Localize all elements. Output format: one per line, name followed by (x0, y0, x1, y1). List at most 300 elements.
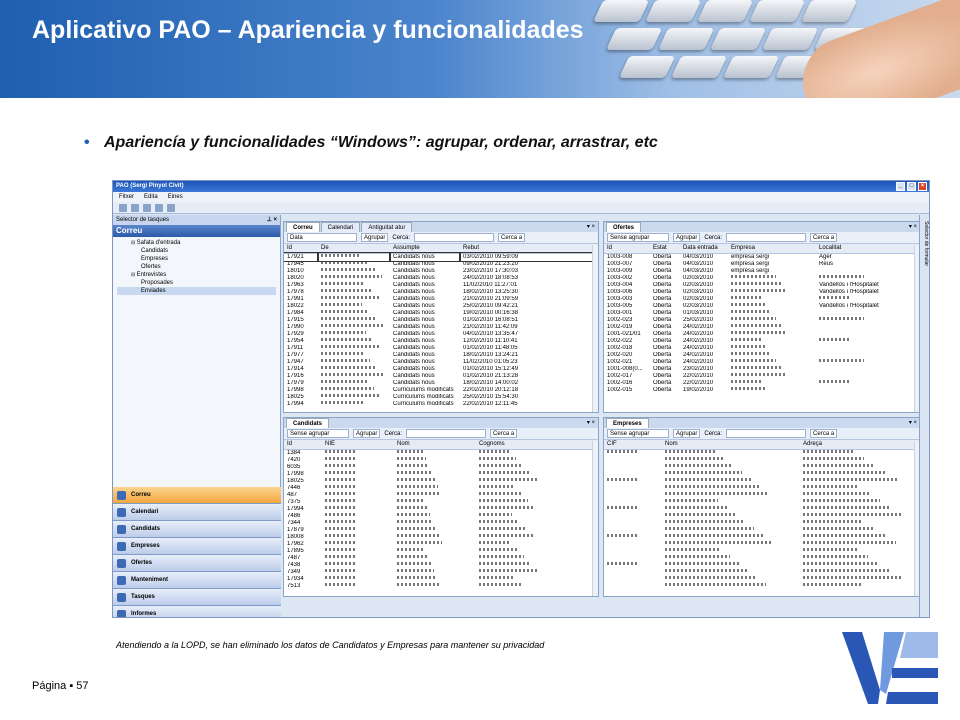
column-header[interactable]: NIE (322, 440, 394, 449)
table-cell: 1002-019 (607, 323, 633, 330)
manteniment-icon (117, 576, 126, 585)
table-row[interactable] (284, 464, 598, 471)
table-cell (476, 492, 598, 499)
table-row[interactable] (604, 268, 920, 275)
table-row[interactable] (284, 380, 598, 387)
column-header[interactable]: Nom (394, 440, 476, 449)
table-cell (604, 555, 662, 562)
tree-item[interactable]: Proposades (141, 280, 174, 286)
redacted-text (397, 583, 440, 586)
table-cell (318, 296, 390, 303)
redacted-text (325, 555, 355, 558)
redacted-text (479, 492, 521, 495)
table-row[interactable] (284, 282, 598, 289)
table-cell: 17998 (287, 470, 304, 477)
table-cell (662, 534, 800, 541)
group-select[interactable]: Sense agrupar (607, 429, 669, 438)
table-row[interactable] (604, 541, 920, 548)
table-cell (816, 310, 920, 317)
table-row[interactable] (604, 576, 920, 583)
table-cell: 7486 (287, 512, 301, 519)
redacted-text (819, 338, 849, 341)
scrollbar[interactable] (592, 441, 598, 596)
table-cell (662, 464, 800, 471)
nav-button-ofertes[interactable] (113, 555, 281, 572)
table-cell: 01/02/2010 21:13:28 (463, 372, 519, 379)
table-row[interactable] (284, 275, 598, 282)
table-row[interactable] (284, 345, 598, 352)
table-row[interactable] (284, 471, 598, 478)
minimize-icon[interactable]: _ (896, 182, 905, 191)
table-cell: Candidats nous (393, 267, 435, 274)
print-icon[interactable] (143, 204, 151, 212)
table-cell: Oberta (653, 337, 672, 344)
table-row[interactable] (604, 457, 920, 464)
table-cell (322, 464, 394, 471)
nav-button-manteniment[interactable] (113, 572, 281, 589)
table-cell: 1003-003 (607, 295, 633, 302)
table-cell: 18/02/2010 13:24:21 (463, 351, 519, 358)
table-cell (394, 457, 476, 464)
table-row[interactable] (604, 366, 920, 373)
redacted-text (803, 576, 901, 579)
column-header[interactable]: Empresa (728, 244, 816, 253)
table-cell: 22/02/2010 (683, 379, 714, 386)
table-cell: 7446 (287, 484, 301, 491)
group-button[interactable]: Agrupar (353, 429, 380, 438)
table-row[interactable] (284, 317, 598, 324)
table-row[interactable] (604, 373, 920, 380)
table-row[interactable] (284, 449, 598, 457)
column-header[interactable]: Assumpte (390, 244, 460, 253)
table-cell (322, 485, 394, 492)
table-cell (322, 449, 394, 457)
redacted-text (665, 534, 763, 537)
table-row[interactable] (284, 492, 598, 499)
table-cell (318, 324, 390, 331)
column-header[interactable]: Adreça (800, 440, 920, 449)
table-cell: Curriculums modificats (393, 400, 454, 407)
table-cell (728, 303, 816, 310)
redacted-text (665, 506, 727, 509)
table-cell: 17929 (287, 330, 304, 337)
table-row[interactable] (604, 282, 920, 289)
table-cell (604, 548, 662, 555)
column-header[interactable]: Localitat (816, 244, 920, 253)
table-cell: 18008 (287, 533, 304, 540)
table-row[interactable] (284, 289, 598, 296)
tab-ofertes[interactable]: Ofertes (606, 222, 641, 232)
table-cell (816, 338, 920, 345)
header-banner (0, 0, 960, 98)
table-row[interactable] (604, 555, 920, 562)
table-row[interactable] (284, 373, 598, 380)
tab-antiguitat[interactable]: Antiguitat atur (361, 222, 412, 232)
table-cell: Oberta (653, 267, 672, 274)
table-row[interactable] (604, 471, 920, 478)
table-row[interactable] (284, 527, 598, 534)
redacted-text (321, 289, 372, 292)
table-cell (318, 380, 390, 387)
menu-eines[interactable]: Eines (167, 194, 183, 200)
table-cell (318, 303, 390, 310)
table-row[interactable] (604, 253, 920, 261)
redacted-text (731, 359, 776, 362)
table-row[interactable] (284, 499, 598, 506)
table-row[interactable] (284, 520, 598, 527)
table-row[interactable] (284, 338, 598, 345)
redacted-text (479, 541, 510, 544)
table-row[interactable] (604, 485, 920, 492)
table-cell (604, 541, 662, 548)
column-header[interactable]: Nom (662, 440, 800, 449)
redacted-text (819, 317, 864, 320)
table-row[interactable] (604, 387, 920, 394)
table-row[interactable] (604, 289, 920, 296)
table-cell (728, 317, 816, 324)
table-cell (394, 569, 476, 576)
table-cell: Oberta (653, 386, 672, 393)
group-button[interactable]: Agrupar (361, 233, 388, 242)
table-cell: Candidats nous (393, 344, 435, 351)
table-row[interactable] (604, 506, 920, 513)
table-cell: Oberta (653, 323, 672, 330)
table-cell: 22/02/2010 20:12:18 (463, 386, 519, 393)
pin-icon[interactable]: ⊥ × (266, 217, 277, 223)
table-row[interactable] (284, 261, 598, 268)
table-cell (800, 548, 920, 555)
column-header[interactable]: Id (604, 244, 650, 253)
column-header[interactable]: Id (284, 244, 318, 253)
table-cell (322, 492, 394, 499)
table-cell (322, 555, 394, 562)
informes-icon (117, 610, 126, 618)
table-row[interactable] (284, 253, 598, 261)
search-in-button[interactable]: Cerca a (810, 429, 837, 438)
tree-item[interactable]: ⊟ Entrevistes (117, 271, 276, 279)
table-row[interactable] (284, 534, 598, 541)
table-cell: 25/02/2010 (683, 316, 714, 323)
table-row[interactable] (604, 548, 920, 555)
table-cell (476, 555, 598, 562)
redacted-text (321, 296, 379, 299)
table-cell (662, 548, 800, 555)
group-select[interactable]: Sense agrupar (287, 429, 349, 438)
table-cell (318, 401, 390, 408)
column-header[interactable]: CIF (604, 440, 662, 449)
menu-edita[interactable]: Edita (144, 194, 158, 200)
table-cell: 19/02/2010 00:16:38 (463, 309, 519, 316)
table-cell: empresa sergi (731, 267, 770, 274)
table-row[interactable] (284, 394, 598, 401)
group-button[interactable]: Agrupar (673, 429, 700, 438)
search-input[interactable] (406, 429, 486, 438)
table-row[interactable] (284, 478, 598, 485)
table-cell (394, 576, 476, 583)
table-cell (604, 534, 662, 541)
table-cell: 22/02/2010 12:11:45 (463, 400, 518, 407)
table-cell: 11/02/2010 01:05:23 (463, 358, 518, 365)
table-row[interactable] (284, 310, 598, 317)
tree-item[interactable]: Empreses (141, 256, 169, 262)
redacted-text (731, 282, 781, 285)
table-cell (394, 449, 476, 457)
table-row[interactable] (284, 485, 598, 492)
table-cell (800, 478, 920, 485)
table-row[interactable] (284, 569, 598, 576)
table-cell (728, 380, 816, 387)
nav-button-candidats[interactable] (113, 521, 281, 538)
table-row[interactable] (604, 449, 920, 457)
table-cell: Oberta (653, 274, 672, 281)
table-cell: 17990 (287, 323, 304, 330)
table-cell (816, 352, 920, 359)
redacted-text (479, 506, 535, 509)
redacted-text (397, 492, 441, 495)
table-cell: 04/03/2010 (683, 260, 714, 267)
table-row[interactable] (604, 303, 920, 310)
close-icon[interactable]: × (918, 182, 927, 191)
table-cell (728, 359, 816, 366)
table-row[interactable] (284, 324, 598, 331)
nav-button-tasques[interactable] (113, 589, 281, 606)
right-dock[interactable] (919, 215, 929, 617)
table-cell: 17998 (287, 386, 304, 393)
table-row[interactable] (284, 548, 598, 555)
table-row[interactable] (604, 359, 920, 366)
column-header[interactable]: Id (284, 440, 322, 449)
group-select[interactable]: Sense agrupar (607, 233, 669, 242)
table-row[interactable] (284, 506, 598, 513)
table-row[interactable] (284, 401, 598, 408)
correu-table (284, 244, 598, 408)
search-input[interactable] (414, 233, 494, 242)
table-cell: 11/02/2010 11:27:01 (463, 281, 518, 288)
column-header[interactable]: De (318, 244, 390, 253)
redacted-text (803, 457, 864, 460)
table-row[interactable] (284, 541, 598, 548)
delete-icon[interactable] (131, 204, 139, 212)
redacted-text (665, 478, 751, 481)
table-cell: Candidats nous (393, 274, 435, 281)
redacted-text (803, 527, 874, 530)
redacted-text (731, 317, 776, 320)
redacted-text (321, 317, 376, 320)
table-cell: 18022 (287, 302, 304, 309)
table-row[interactable] (604, 583, 920, 590)
table-cell (476, 562, 598, 569)
table-cell (476, 471, 598, 478)
table-cell: 17994 (287, 505, 304, 512)
nav-button-correu[interactable] (113, 487, 281, 504)
menu-fitxer[interactable]: Fitxer (119, 194, 134, 200)
table-cell (662, 562, 800, 569)
redacted-text (397, 534, 439, 537)
table-cell (322, 499, 394, 506)
table-cell (476, 527, 598, 534)
table-row[interactable] (604, 317, 920, 324)
tree-item[interactable]: Ofertes (141, 264, 161, 270)
table-row[interactable] (284, 583, 598, 590)
table-cell (800, 457, 920, 464)
table-row[interactable] (604, 352, 920, 359)
table-cell: Oberta (653, 316, 672, 323)
table-row[interactable] (284, 303, 598, 310)
app-screenshot (112, 180, 930, 618)
redacted-text (803, 450, 853, 453)
table-row[interactable] (284, 352, 598, 359)
table-row[interactable] (604, 478, 920, 485)
table-cell (800, 506, 920, 513)
table-row[interactable] (604, 310, 920, 317)
table-row[interactable] (284, 555, 598, 562)
table-row[interactable] (604, 513, 920, 520)
table-cell (604, 449, 662, 457)
redacted-text (731, 380, 761, 383)
table-row[interactable] (604, 338, 920, 345)
table-cell: Oberta (653, 379, 672, 386)
scrollbar[interactable] (592, 245, 598, 412)
table-cell (322, 576, 394, 583)
table-row[interactable] (284, 296, 598, 303)
search-in-button[interactable]: Cerca a (490, 429, 517, 438)
redacted-text (397, 457, 426, 460)
tab-correu[interactable]: Correu (286, 222, 320, 232)
table-row[interactable] (284, 513, 598, 520)
table-cell (394, 534, 476, 541)
redacted-text (321, 394, 381, 397)
table-row[interactable] (604, 331, 920, 338)
table-row[interactable] (284, 331, 598, 338)
tree-item[interactable]: Candidats (141, 248, 169, 254)
redacted-text (325, 492, 355, 495)
table-row[interactable] (604, 492, 920, 499)
table-cell: Curriculums modificats (393, 393, 454, 400)
table-cell (800, 555, 920, 562)
table-row[interactable] (604, 569, 920, 576)
table-cell (604, 471, 662, 478)
table-cell: 24/02/2010 (683, 323, 714, 330)
table-row[interactable] (284, 366, 598, 373)
table-cell: 01/02/2010 16:08:51 (463, 316, 519, 323)
back-icon[interactable] (119, 204, 127, 212)
table-cell: 18010 (287, 267, 304, 274)
sql-icon[interactable] (167, 204, 175, 212)
search-input[interactable] (726, 429, 806, 438)
table-row[interactable] (604, 527, 920, 534)
table-row[interactable] (284, 576, 598, 583)
table-cell: 18/02/2010 14:00:02 (463, 379, 519, 386)
redacted-text (803, 478, 897, 481)
table-cell (604, 583, 662, 590)
tree-item[interactable]: ⊟ Safata d'entrada (117, 239, 276, 247)
table-row[interactable] (604, 562, 920, 569)
search-input[interactable] (726, 233, 806, 242)
table-cell: 25/02/2010 09:42:21 (463, 302, 519, 309)
edit-icon[interactable] (155, 204, 163, 212)
pane-controls-icon[interactable]: ▾ × (586, 420, 595, 426)
table-row[interactable] (604, 534, 920, 541)
pane-controls-icon[interactable]: ▾ × (586, 224, 595, 230)
group-button[interactable]: Agrupar (673, 233, 700, 242)
table-row[interactable] (604, 275, 920, 282)
table-cell: Vandellòs i l'Hospitalet (819, 281, 879, 288)
window-titlebar (113, 181, 929, 192)
tree-item[interactable]: Enviades (117, 287, 276, 295)
redacted-text (803, 555, 868, 558)
table-cell: 01/03/2010 (683, 309, 714, 316)
table-row[interactable] (604, 261, 920, 268)
table-cell: Candidats nous (393, 281, 435, 288)
table-cell: 18025 (287, 477, 304, 484)
table-row[interactable] (284, 268, 598, 275)
table-row[interactable] (284, 387, 598, 394)
table-cell: 17914 (287, 365, 304, 372)
table-cell: 24/02/2010 (683, 337, 714, 344)
table-row[interactable] (284, 562, 598, 569)
table-cell (604, 478, 662, 485)
table-cell: 02/03/2010 (683, 274, 714, 281)
table-cell (604, 499, 662, 506)
table-row[interactable] (604, 296, 920, 303)
redacted-text (803, 562, 879, 565)
table-row[interactable] (604, 345, 920, 352)
table-cell: 17979 (287, 379, 304, 386)
table-cell: 1001-021/01 (607, 330, 641, 337)
table-cell (662, 576, 800, 583)
table-row[interactable] (604, 520, 920, 527)
toolbar (113, 202, 929, 214)
table-row[interactable] (604, 499, 920, 506)
column-header[interactable]: Data entrada (680, 244, 728, 253)
redacted-text (325, 499, 355, 502)
pane-controls-icon[interactable]: ▾ × (908, 224, 917, 230)
tasques-icon (117, 593, 126, 602)
ofertes-icon (117, 559, 126, 568)
tab-calendari[interactable]: Calendari (321, 222, 361, 232)
maximize-icon[interactable]: □ (907, 182, 916, 191)
table-cell (394, 527, 476, 534)
redacted-text (321, 282, 365, 285)
nav-button-calendari[interactable] (113, 504, 281, 521)
redacted-text (479, 576, 515, 579)
pane-controls-icon[interactable]: ▾ × (908, 420, 917, 426)
table-row[interactable] (284, 457, 598, 464)
nav-button-informes[interactable] (113, 606, 281, 618)
table-row[interactable] (604, 324, 920, 331)
table-cell: empresa sergi (731, 253, 770, 260)
table-cell: 1002-022 (607, 337, 633, 344)
search-in-button[interactable]: Cerca a (810, 233, 837, 242)
tab-empreses[interactable]: Empreses (606, 418, 649, 428)
table-row[interactable] (604, 380, 920, 387)
column-header[interactable]: Cognoms (476, 440, 598, 449)
column-header[interactable]: Rebut (460, 244, 598, 253)
table-cell (318, 366, 390, 373)
redacted-text (665, 548, 721, 551)
nav-button-empreses[interactable] (113, 538, 281, 555)
redacted-text (321, 373, 384, 376)
tab-candidats[interactable]: Candidats (286, 418, 329, 428)
nav-label: Calendari (131, 509, 159, 515)
group-select[interactable]: Data (287, 233, 357, 242)
search-in-button[interactable]: Cerca a (498, 233, 525, 242)
table-cell: Oberta (653, 372, 672, 379)
table-cell: 02/03/2010 (683, 302, 714, 309)
table-row[interactable] (604, 464, 920, 471)
table-row[interactable] (284, 359, 598, 366)
column-header[interactable]: Estat (650, 244, 680, 253)
